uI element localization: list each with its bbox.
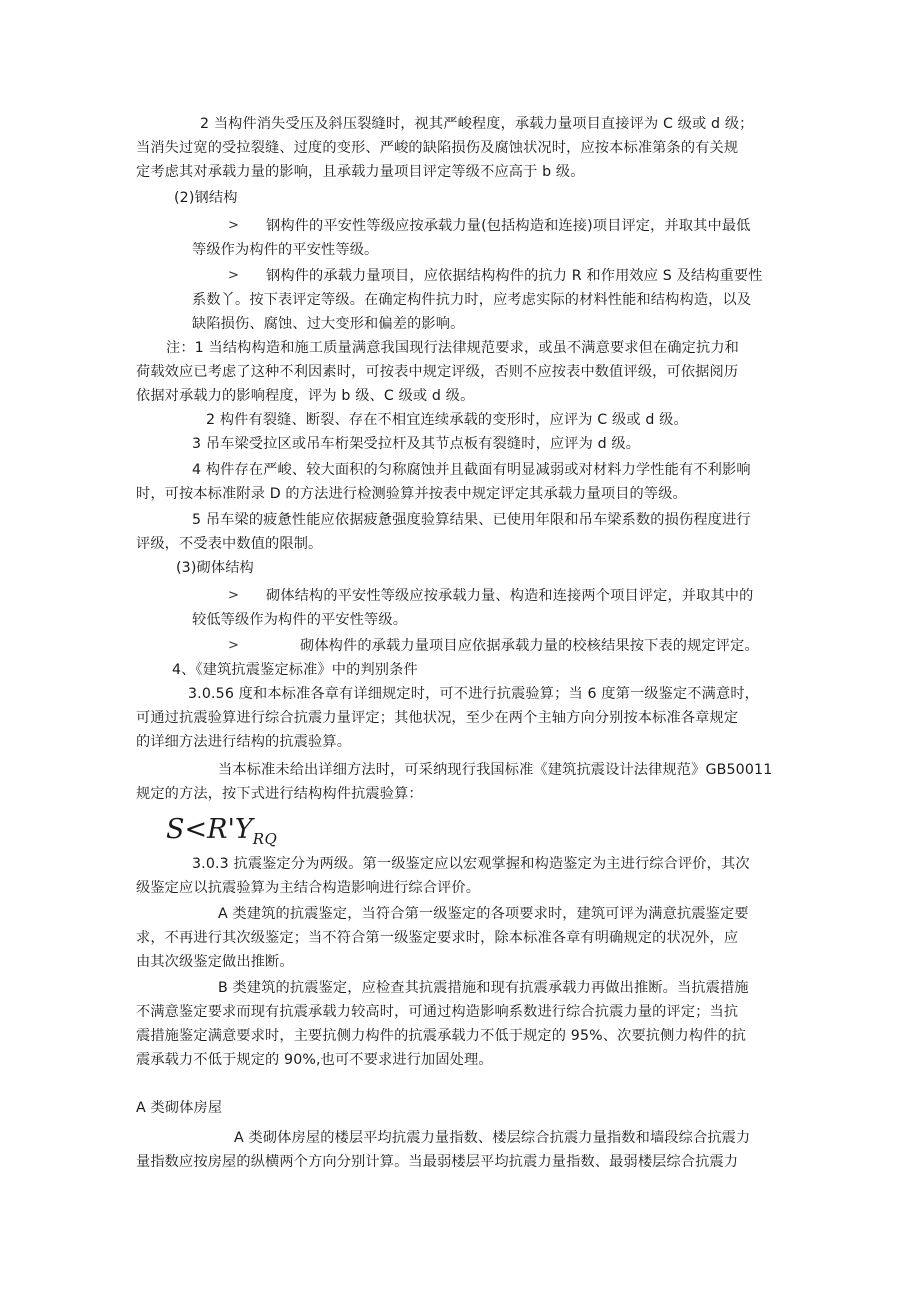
text-line: 可通过抗震验算进行综合抗震力量评定；其他状况，至少在两个主轴方向分别按本标准各章规定 [136,710,739,726]
text-line: 3.0.3 抗震鉴定分为两级。第一级鉴定应以宏观掌握和构造鉴定为主进行综合评价，其次 [192,856,750,872]
bullet-arrow-icon: > [228,638,239,653]
text-line: 较低等级作为构件的平安性等级。 [192,612,408,628]
text-line: 2 当构件消失受压及斜压裂缝时，视其严峻程度，承载力量项目直接评为 C 级或 d 级； [200,116,754,132]
text-line: 4 构件存在严峻、较大面积的匀称腐蚀并且截面有明显减弱或对材料力学性能有不利影响 [192,462,751,478]
text-line: 级鉴定应以抗震验算为主结合构造影响进行综合评价。 [136,880,481,896]
text-line: 系数丫。按下表评定等级。在确定构件抗力时，应考虑实际的材料性能和结构构造，以及 [192,292,752,308]
text-line: 时，可按本标准附录 D 的方法进行检测验算并按表中规定评定其承载力量项目的等级。 [136,486,687,502]
bullet-arrow-icon: > [228,218,239,233]
bullet-arrow-icon: > [228,588,239,603]
text-line: 震承载力不低于规定的 90%,也可不要求进行加固处理。 [136,1052,493,1068]
text-line: B 类建筑的抗震鉴定，应检查其抗震措施和现有抗震承载力再做出推断。当抗震措施 [218,980,749,996]
text-line: 求，不再进行其次级鉴定；当不符合第一级鉴定要求时，除本标准各章有明确规定的状况外，应 [136,930,739,946]
text-line: 当本标准未给出详细方法时，可采纳现行我国标准《建筑抗震设计法律规范》GB50011 [218,762,773,778]
text-line: 等级作为构件的平安性等级。 [192,242,379,258]
text-line: 3 吊车梁受拉区或吊车桁架受拉杆及其节点板有裂缝时，应评为 d 级。 [192,436,641,452]
bullet-arrow-icon: > [228,268,239,283]
text-line: 2 构件有裂缝、断裂、存在不相宜连续承载的变形时，应评为 C 级或 d 级。 [206,412,688,428]
text-line: 注：1 当结构构造和施工质量满意我国现行法律规范要求，或虽不满意要求但在确定抗力和 [166,340,740,356]
section-heading-a-masonry: A 类砌体房屋 [136,1100,223,1116]
text-line: 量指数应按房屋的纵横两个方向分别计算。当最弱楼层平均抗震力量指数、最弱楼层综合抗震力 [136,1154,739,1170]
formula [166,812,277,857]
text-line: 钢构件的平安性等级应按承载力量(包括构造和连接)项目评定，并取其中最低 [266,218,751,234]
text-line: 砌体结构的平安性等级应按承载力量、构造和连接两个项目评定，并取其中的 [266,588,754,604]
section-heading-seismic: 4、《建筑抗震鉴定标准》中的判别条件 [172,662,418,678]
text-line: 荷载效应已考虑了这种不利因素时，可按表中规定评级，否则不应按表中数值评级，可依据阅历 [136,364,739,380]
formula-subscript: RQ [252,830,278,848]
text-line: 评级，不受表中数值的限制。 [136,536,323,552]
text-line: 钢构件的承载力量项目，应依据结构构件的抗力 R 和作用效应 S 及结构重要性 [266,268,763,284]
text-line: 规定的方法，按下式进行结构构件抗震验算： [136,786,423,802]
text-line: 由其次级鉴定做出推断。 [136,954,294,970]
text-line: 砌体构件的承载力量项目应依据承载力量的校核结果按下表的规定评定。 [300,638,759,654]
text-line: 定考虑其对承载力量的影响，且承载力量项目评定等级不应高于 b 级。 [136,164,585,180]
formula-main: S<R'Y [166,814,253,845]
text-line: 依据对承载力的影响程度，评为 b 级、C 级或 d 级。 [136,388,475,404]
text-line: 缺陷损伤、腐蚀、过大变形和偏差的影响。 [192,316,465,332]
section-heading-steel: (2)钢结构 [174,190,238,206]
text-line: 的详细方法进行结构的抗震验算。 [136,734,352,750]
text-line: 不满意鉴定要求而现有抗震承载力较高时，可通过构造影响系数进行综合抗震力量的评定；当抗 [136,1004,739,1020]
text-line: 震措施鉴定满意要求时，主要抗侧力构件的抗震承载力不低于规定的 95%、次要抗侧力构件的抗 [136,1028,747,1044]
text-line: 3.0.56 度和本标准各章有详细规定时，可不进行抗震验算；当 6 度第一级鉴定不满意时， [188,686,759,702]
text-line: A 类建筑的抗震鉴定，当符合第一级鉴定的各项要求时，建筑可评为满意抗震鉴定要 [218,906,749,922]
text-line: 当消失过宽的受拉裂缝、过度的变形、严峻的缺陷损伤及腐蚀状况时，应按本标准第条的有关规 [136,140,739,156]
text-line: A 类砌体房屋的楼层平均抗震力量指数、楼层综合抗震力量指数和墙段综合抗震力 [234,1130,751,1146]
text-line: 5 吊车梁的疲惫性能应依据疲惫强度验算结果、已使用年限和吊车梁系数的损伤程度进行 [192,512,751,528]
section-heading-masonry: (3)砌体结构 [176,560,254,576]
